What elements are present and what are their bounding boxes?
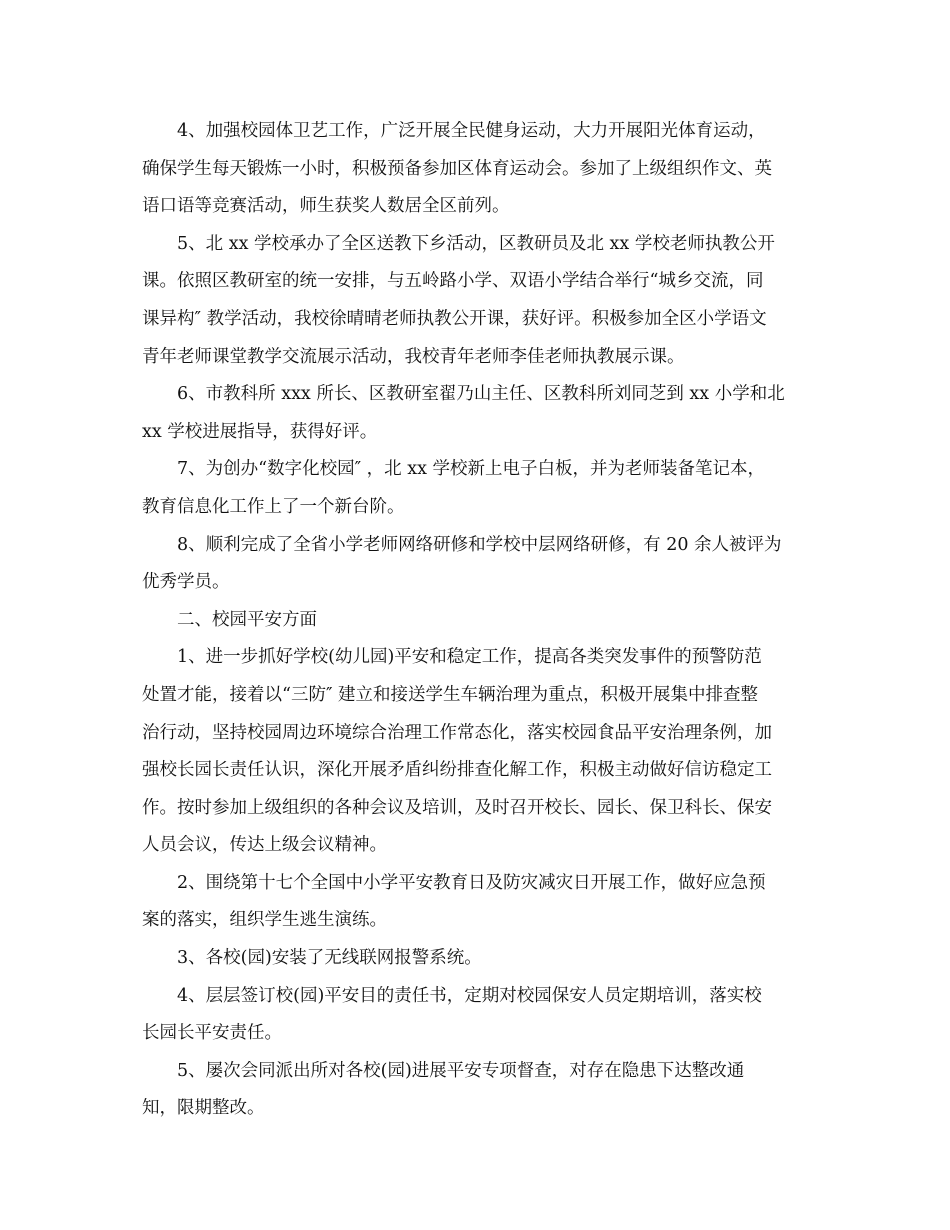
paragraph bbox=[142, 376, 814, 451]
text-line: 二、校园平安方面 bbox=[177, 609, 317, 630]
text-line: 优秀学员。 bbox=[142, 572, 230, 593]
text-line: 处置才能，接着以“三防″ 建立和接送学生车辆治理为重点，积极开展集中排查整 bbox=[142, 684, 759, 705]
text-line: 青年老师课堂教学交流展示活动，我校青年老师李佳老师执教展示课。 bbox=[142, 346, 685, 367]
text-line: 语口语等竞赛活动，师生获奖人数居全区前列。 bbox=[142, 196, 510, 217]
paragraph bbox=[142, 978, 814, 1053]
paragraph bbox=[142, 1053, 814, 1128]
document-page bbox=[142, 113, 814, 1128]
paragraph bbox=[142, 639, 814, 865]
text-line: 治行动，坚持校园周边环境综合治理工作常态化，落实校园食品平安治理条例，加 bbox=[142, 722, 772, 743]
paragraph bbox=[142, 940, 814, 978]
paragraph bbox=[142, 451, 814, 526]
text-line: 作。按时参加上级组织的各种会议及培训，及时召开校长、园长、保卫科长、保安 bbox=[142, 797, 772, 818]
text-line: 4、层层签订校(园)平安目的责任书，定期对校园保安人员定期培训，落实校 bbox=[177, 985, 762, 1006]
paragraph bbox=[142, 865, 814, 940]
paragraph bbox=[142, 527, 814, 602]
paragraph bbox=[142, 602, 814, 640]
paragraph bbox=[142, 113, 814, 226]
text-line: 2、围绕第十七个全国中小学平安教育日及防灾减灾日开展工作，做好应急预 bbox=[177, 872, 766, 893]
text-line: 课异构″ 教学活动，我校徐晴晴老师执教公开课，获好评。积极参加全区小学语文 bbox=[142, 308, 767, 329]
text-line: 案的落实，组织学生逃生演练。 bbox=[142, 910, 387, 931]
text-line: 人员会议，传达上级会议精神。 bbox=[142, 835, 387, 856]
text-line: 8、顺利完成了全省小学老师网络研修和学校中层网络研修，有 20 余人被评为 bbox=[177, 534, 782, 555]
text-line: 长园长平安责任。 bbox=[142, 1023, 282, 1044]
text-line: 确保学生每天锻炼一小时，积极预备参加区体育运动会。参加了上级组织作文、英 bbox=[142, 158, 772, 179]
text-line: 3、各校(园)安装了无线联网报警系统。 bbox=[177, 948, 482, 969]
text-line: 5、屡次会同派出所对各校(园)进展平安专项督查，对存在隐患下达整改通 bbox=[177, 1060, 745, 1081]
text-line: 教育信息化工作上了一个新台阶。 bbox=[142, 496, 405, 517]
text-line: 5、北 xx 学校承办了全区送教下乡活动，区教研员及北 xx 学校老师执教公开 bbox=[177, 233, 775, 254]
text-line: 7、为创办“数字化校园″ ，北 xx 学校新上电子白板，并为老师装备笔记本， bbox=[177, 459, 766, 480]
text-line: 知，限期整改。 bbox=[142, 1098, 265, 1119]
text-line: 6、市教科所 xxx 所长、区教研室翟乃山主任、区教科所刘同芝到 xx 小学和北 bbox=[177, 384, 785, 405]
text-line: 强校长园长责任认识，深化开展矛盾纠纷排查化解工作，积极主动做好信访稳定工 bbox=[142, 760, 772, 781]
paragraph bbox=[142, 226, 814, 376]
text-line: xx 学校进展指导，获得好评。 bbox=[142, 421, 378, 442]
text-line: 1、进一步抓好学校(幼儿园)平安和稳定工作，提高各类突发事件的预警防范 bbox=[177, 647, 762, 668]
text-line: 4、加强校园体卫艺工作，广泛开展全民健身运动，大力开展阳光体育运动， bbox=[177, 121, 766, 141]
text-line: 课。依照区教研室的统一安排，与五岭路小学、双语小学结合举行“城乡交流，同 bbox=[142, 271, 764, 292]
